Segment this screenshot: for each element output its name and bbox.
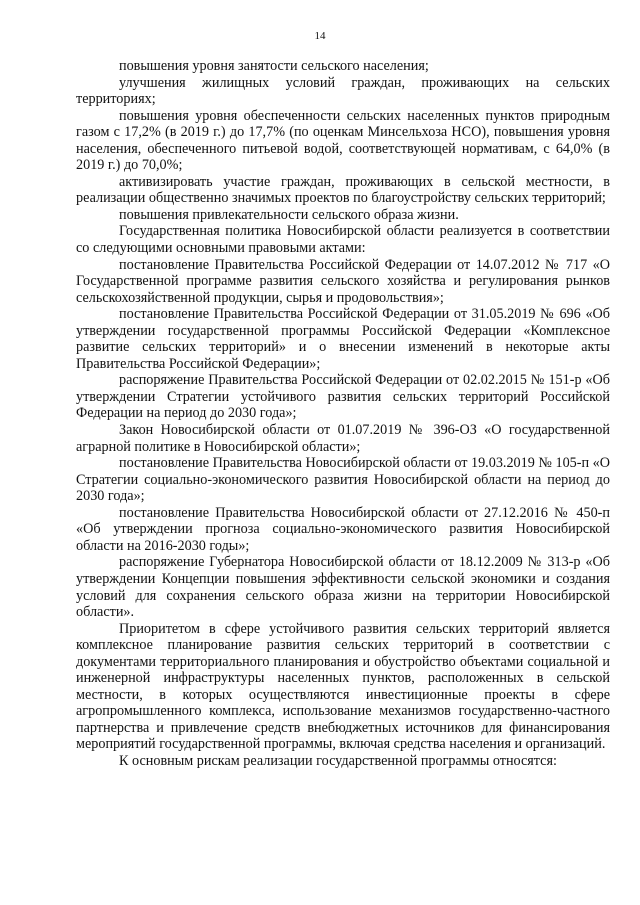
paragraph: распоряжение Губернатора Новосибирской области от 18.12.2009 № 313-р «Об утверждении Концепции повышения эффективности сельской экономики и создания условий для сохранения сельского образа жизни на территории Новосибирской области». <box>76 554 610 621</box>
paragraph: К основным рискам реализации государственной программы относятся: <box>119 752 557 769</box>
paragraph: постановление Правительства Новосибирской области от 27.12.2016 № 450-п «Об утверждении прогноза социально-экономического развития Новосибирской области на 2016-2030 годы»; <box>76 504 610 554</box>
paragraph: Государственная политика Новосибирской области реализуется в соответствии со следующими основными правовыми актами: <box>76 223 610 257</box>
paragraph: Закон Новосибирской области от 01.07.2019 № 396-ОЗ «О государственной аграрной политике в Новосибирской области»; <box>76 422 610 455</box>
paragraph: улучшения жилищных условий граждан, проживающих на сельских территориях; <box>76 74 610 108</box>
paragraph: повышения уровня занятости сельского населения; <box>119 58 429 74</box>
paragraph: постановление Правительства Российской Федерации от 14.07.2012 № 717 «О Государственной программе развития сельского хозяйства и регулирования рынков сельскохозяйственной продукции, сырья и продовольствия»; <box>76 256 610 306</box>
paragraph: активизировать участие граждан, проживающих в сельской местности, в реализации общественно значимых проектов по благоустройству сельских территорий; <box>76 173 610 207</box>
paragraph: повышения привлекательности сельского образа жизни. <box>119 206 459 223</box>
paragraph: распоряжение Правительства Российской Федерации от 02.02.2015 № 151-р «Об утверждении Стратегии устойчивого развития сельских территорий Российской Федерации на период до 2030 года»; <box>76 372 610 422</box>
paragraph: Приоритетом в сфере устойчивого развития сельских территорий является комплексное планирование развития сельских территорий в соответствии с документами территориального планирования и обустройство объектами социальной и инженерной инфраструктуры населенных пунктов, расположенных в сельской местности, в которых осуществляются инвестиционные проекты в сфере агропромышленного комплекса, использование механизмов государственно-частного партнерства и привлечение средств внебюджетных источников для финансирования мероприятий государственной программы, включая средства населения и организаций. <box>76 620 610 753</box>
paragraph: постановление Правительства Российской Федерации от 31.05.2019 № 696 «Об утверждении государственной программы Российской Федерации «Комплексное развитие сельских территорий» и о внесении изменений в некоторые акты Правительства Российской Федерации»; <box>76 306 610 372</box>
document-body <box>76 58 610 770</box>
paragraph: постановление Правительства Новосибирской области от 19.03.2019 № 105-п «О Стратегии социально-экономического развития Новосибирской области на период до 2030 года»; <box>76 455 610 505</box>
page-number: 14 <box>314 30 326 42</box>
paragraph: повышения уровня обеспеченности сельских населенных пунктов природным газом с 17,2% (в 2019 г.) до 17,7% (по оценкам Минсельхоза НСО), повышения уровня населения, обеспеченного питьевой водой, соответствующей нормативам, с 64,0% (в 2019 г.) до 70,0%; <box>76 107 610 174</box>
